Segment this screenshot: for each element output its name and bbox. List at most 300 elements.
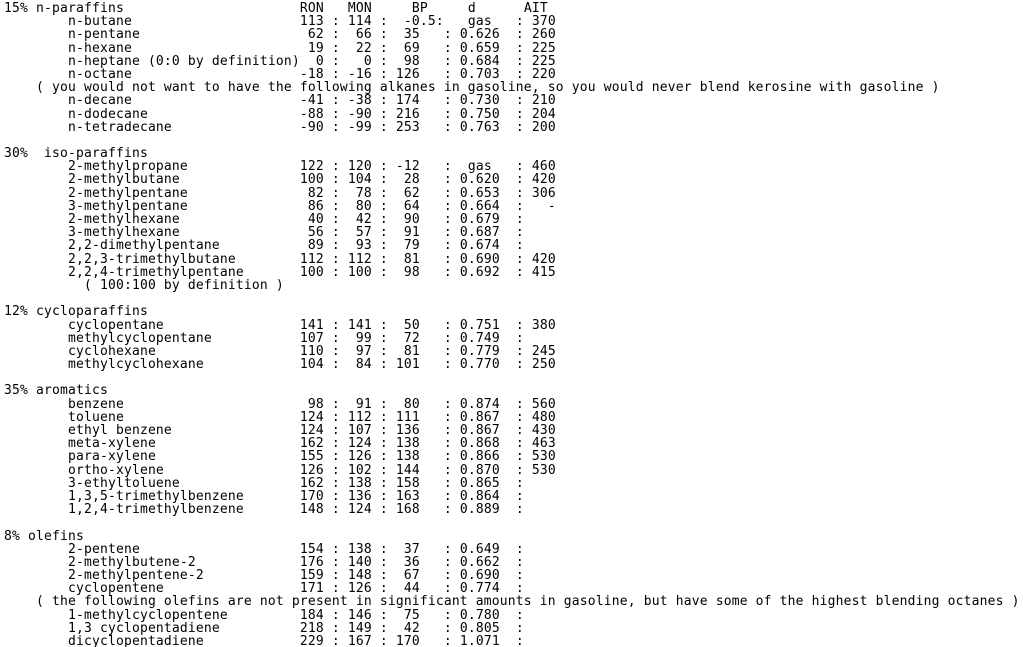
separator: : xyxy=(371,93,396,109)
compound-name: 2,2,3-trimethylbutane xyxy=(4,251,300,267)
bp-value: 28 xyxy=(395,172,420,188)
separator: : xyxy=(499,634,524,647)
compound-name: 2-methylpropane xyxy=(4,159,300,175)
separator: : xyxy=(419,330,460,346)
separator: : xyxy=(323,66,348,82)
separator: : xyxy=(323,607,348,623)
separator: : xyxy=(371,172,396,188)
d-value: gas xyxy=(459,159,500,175)
ron-value: 162 xyxy=(299,436,324,452)
separator: : xyxy=(419,93,460,109)
d-value: 0.866 xyxy=(459,449,500,465)
compound-name: 1,3,5-trimethylbenzene xyxy=(4,488,300,504)
ait-value: 420 xyxy=(531,251,556,267)
d-value: 0.770 xyxy=(459,357,500,373)
separator: : xyxy=(371,198,396,214)
d-value: 0.690 xyxy=(459,251,500,267)
note-row xyxy=(4,279,1023,292)
separator: : xyxy=(499,568,524,584)
ait-value: 204 xyxy=(531,106,556,122)
separator: : xyxy=(323,159,348,175)
mon-value: 102 xyxy=(347,462,372,478)
bp-value: 42 xyxy=(395,620,420,636)
ron-value: 107 xyxy=(299,330,324,346)
mon-value: 138 xyxy=(347,475,372,491)
bp-value: 69 xyxy=(395,40,420,56)
separator: : xyxy=(323,185,348,201)
separator: : xyxy=(371,53,396,69)
mon-value: 93 xyxy=(347,238,372,254)
separator: : xyxy=(323,172,348,188)
d-value: 0.780 xyxy=(459,607,500,623)
bp-value: 81 xyxy=(395,343,420,359)
separator: : xyxy=(323,396,348,412)
note-text: ( 100:100 by definition ) xyxy=(4,277,284,293)
compound-name: 3-ethyltoluene xyxy=(4,475,300,491)
bp-value: 144 xyxy=(395,462,420,478)
separator: : xyxy=(323,409,348,425)
ron-value: 100 xyxy=(299,264,324,280)
table-row xyxy=(4,121,1023,134)
ron-value: 112 xyxy=(299,251,324,267)
separator: : xyxy=(419,423,460,438)
bp-value: 136 xyxy=(395,423,420,438)
mon-value: -99 xyxy=(347,119,372,135)
separator: : xyxy=(323,436,348,452)
separator: : xyxy=(499,119,532,135)
separator: : xyxy=(323,53,348,69)
compound-name: cyclopentane xyxy=(4,317,300,333)
ron-value: 122 xyxy=(299,159,324,175)
separator: : xyxy=(499,357,532,373)
separator: : xyxy=(499,409,532,425)
compound-name: 2-methylbutane xyxy=(4,172,300,188)
separator: : xyxy=(499,212,524,227)
separator: : xyxy=(499,251,532,267)
separator: : xyxy=(371,27,396,43)
ait-value: 420 xyxy=(531,172,556,188)
d-value: 0.865 xyxy=(459,475,500,491)
separator: : xyxy=(419,238,460,254)
separator: : xyxy=(371,330,396,346)
mon-value: 78 xyxy=(347,185,372,201)
d-value: 0.674 xyxy=(459,238,500,254)
mon-value: 66 xyxy=(347,27,372,43)
mon-value: 148 xyxy=(347,568,372,584)
separator: : xyxy=(323,27,348,43)
separator: : xyxy=(371,119,396,135)
mon-value: 149 xyxy=(347,620,372,636)
separator: : xyxy=(371,568,396,584)
separator: : xyxy=(323,330,348,346)
ron-value: 19 xyxy=(299,40,324,56)
separator: : xyxy=(371,475,396,491)
bp-value: 111 xyxy=(395,409,420,425)
section-heading: 35% aromatics xyxy=(4,383,108,399)
mon-value: 57 xyxy=(347,225,372,241)
mon-value: 141 xyxy=(347,317,372,333)
separator: : xyxy=(323,14,348,30)
separator: : xyxy=(499,541,524,557)
mon-value: 100 xyxy=(347,264,372,280)
separator: : xyxy=(371,225,396,241)
separator: : xyxy=(499,502,524,518)
separator: : xyxy=(499,106,532,122)
column-header-ait: AIT xyxy=(475,1,548,16)
separator: : xyxy=(371,40,396,56)
separator: : xyxy=(371,436,396,452)
d-value: 0.703 xyxy=(459,66,500,82)
ron-value: 0 xyxy=(299,53,324,69)
separator: : xyxy=(419,541,460,557)
separator: : xyxy=(371,607,396,623)
ron-value: 148 xyxy=(299,502,324,518)
separator: : xyxy=(419,554,460,570)
section-heading: 15% n-paraffins xyxy=(4,1,300,16)
d-value: 0.867 xyxy=(459,423,500,438)
table-row xyxy=(4,358,1023,371)
ron-value: -18 xyxy=(299,66,324,82)
separator: : xyxy=(371,620,396,636)
column-header-bp: BP xyxy=(371,1,428,16)
compound-name: n-heptane (0:0 by definition) xyxy=(4,53,300,69)
separator: : xyxy=(419,317,460,333)
separator: : xyxy=(499,462,532,478)
ait-value: 260 xyxy=(531,27,556,43)
ron-value: 62 xyxy=(299,27,324,43)
bp-value: -0.5 xyxy=(395,14,436,30)
separator: : xyxy=(419,568,460,584)
d-value: 0.805 xyxy=(459,620,500,636)
bp-value: 75 xyxy=(395,607,420,623)
bp-value: -12 xyxy=(395,159,420,175)
separator: : xyxy=(419,198,460,214)
d-value: 0.774 xyxy=(459,581,500,597)
separator: : xyxy=(323,317,348,333)
mon-value: 112 xyxy=(347,251,372,267)
ron-value: 113 xyxy=(299,14,324,30)
ron-value: 162 xyxy=(299,475,324,491)
ron-value: 82 xyxy=(299,185,324,201)
bp-value: 170 xyxy=(395,634,420,647)
separator: : xyxy=(323,40,348,56)
separator: : xyxy=(499,225,524,241)
separator: : xyxy=(435,14,460,30)
d-value: 0.690 xyxy=(459,568,500,584)
mon-value: 99 xyxy=(347,330,372,346)
compound-name: para-xylene xyxy=(4,449,300,465)
ron-value: 124 xyxy=(299,423,324,438)
separator: : xyxy=(499,620,524,636)
separator: : xyxy=(419,119,460,135)
mon-value: 42 xyxy=(347,212,372,227)
compound-name: benzene xyxy=(4,396,300,412)
separator: : xyxy=(499,449,532,465)
separator: : xyxy=(499,317,532,333)
separator: : xyxy=(499,93,532,109)
separator: : xyxy=(323,634,348,647)
compound-name: methylcyclohexane xyxy=(4,357,300,373)
ron-value: 141 xyxy=(299,317,324,333)
compound-name: cyclohexane xyxy=(4,343,300,359)
ron-value: 40 xyxy=(299,212,324,227)
bp-value: 62 xyxy=(395,185,420,201)
separator: : xyxy=(419,409,460,425)
separator: : xyxy=(371,106,396,122)
d-value: 0.659 xyxy=(459,40,500,56)
d-value: 0.679 xyxy=(459,212,500,227)
compound-name: 2-methylbutene-2 xyxy=(4,554,300,570)
separator: : xyxy=(499,488,524,504)
ron-value: 229 xyxy=(299,634,324,647)
separator: : xyxy=(499,198,532,214)
d-value: 0.867 xyxy=(459,409,500,425)
ait-value: 415 xyxy=(531,264,556,280)
separator: : xyxy=(499,53,532,69)
separator: : xyxy=(371,462,396,478)
separator: : xyxy=(499,423,532,438)
separator: : xyxy=(419,53,460,69)
d-value: 0.870 xyxy=(459,462,500,478)
bp-value: 35 xyxy=(395,27,420,43)
compound-name: n-hexane xyxy=(4,40,300,56)
bp-value: 90 xyxy=(395,212,420,227)
ron-value: 159 xyxy=(299,568,324,584)
compound-name: 2,2-dimethylpentane xyxy=(4,238,300,254)
separator: : xyxy=(419,212,460,227)
bp-value: 98 xyxy=(395,264,420,280)
ait-value: 210 xyxy=(531,93,556,109)
d-value: 0.874 xyxy=(459,396,500,412)
d-value: 0.626 xyxy=(459,27,500,43)
separator: : xyxy=(323,106,348,122)
ait-value: 530 xyxy=(531,449,556,465)
mon-value: 107 xyxy=(347,423,372,438)
section-heading: 12% cycloparaffins xyxy=(4,304,148,320)
d-value: 0.864 xyxy=(459,488,500,504)
separator: : xyxy=(499,185,532,201)
separator: : xyxy=(419,488,460,504)
separator: : xyxy=(419,357,460,373)
separator: : xyxy=(419,185,460,201)
bp-value: 37 xyxy=(395,541,420,557)
d-value: 0.751 xyxy=(459,317,500,333)
column-header-d: d xyxy=(427,1,476,16)
bp-value: 168 xyxy=(395,502,420,518)
mon-value: 124 xyxy=(347,436,372,452)
bp-value: 253 xyxy=(395,119,420,135)
ron-value: 89 xyxy=(299,238,324,254)
compound-name: cyclopentene xyxy=(4,581,300,597)
ait-value: 200 xyxy=(531,119,556,135)
mon-value: -38 xyxy=(347,93,372,109)
compound-name: 2-methylpentene-2 xyxy=(4,568,300,584)
d-value: gas xyxy=(459,14,500,30)
separator: : xyxy=(419,475,460,491)
separator: : xyxy=(371,554,396,570)
separator: : xyxy=(323,343,348,359)
d-value: 0.653 xyxy=(459,185,500,201)
ron-value: 104 xyxy=(299,357,324,373)
ron-value: 110 xyxy=(299,343,324,359)
bp-value: 81 xyxy=(395,251,420,267)
separator: : xyxy=(419,66,460,82)
separator: : xyxy=(419,634,460,647)
d-value: 0.749 xyxy=(459,330,500,346)
separator: : xyxy=(419,343,460,359)
d-value: 0.664 xyxy=(459,198,500,214)
ron-value: 98 xyxy=(299,396,324,412)
mon-value: 104 xyxy=(347,172,372,188)
separator: : xyxy=(419,502,460,518)
bp-value: 158 xyxy=(395,475,420,491)
separator: : xyxy=(371,396,396,412)
mon-value: 84 xyxy=(347,357,372,373)
separator: : xyxy=(499,581,524,597)
separator: : xyxy=(419,106,460,122)
bp-value: 44 xyxy=(395,581,420,597)
ron-value: 56 xyxy=(299,225,324,241)
d-value: 0.889 xyxy=(459,502,500,518)
separator: : xyxy=(371,634,396,647)
separator: : xyxy=(323,119,348,135)
separator: : xyxy=(323,423,348,438)
separator: : xyxy=(419,620,460,636)
ron-value: 126 xyxy=(299,462,324,478)
d-value: 0.750 xyxy=(459,106,500,122)
ron-value: 171 xyxy=(299,581,324,597)
separator: : xyxy=(499,159,532,175)
ait-value: 530 xyxy=(531,462,556,478)
d-value: 1.071 xyxy=(459,634,500,647)
separator: : xyxy=(371,541,396,557)
section-heading: 8% olefins xyxy=(4,528,84,544)
bp-value: 72 xyxy=(395,330,420,346)
mon-value: 140 xyxy=(347,554,372,570)
mon-value: 112 xyxy=(347,409,372,425)
bp-value: 216 xyxy=(395,106,420,122)
mon-value: -90 xyxy=(347,106,372,122)
separator: : xyxy=(419,159,460,175)
separator: : xyxy=(499,607,524,623)
mon-value: 126 xyxy=(347,581,372,597)
separator: : xyxy=(499,66,532,82)
separator: : xyxy=(499,238,524,254)
separator: : xyxy=(323,357,348,373)
separator: : xyxy=(323,541,348,557)
bp-value: 64 xyxy=(395,198,420,214)
separator: : xyxy=(371,343,396,359)
mon-value: 22 xyxy=(347,40,372,56)
separator: : xyxy=(323,475,348,491)
column-header-ron: RON xyxy=(299,1,324,16)
separator: : xyxy=(371,212,396,227)
separator: : xyxy=(499,14,532,30)
bp-value: 50 xyxy=(395,317,420,333)
bp-value: 101 xyxy=(395,357,420,373)
ait-value: 463 xyxy=(531,436,556,452)
compound-name: 1-methylcyclopentene xyxy=(4,607,300,623)
separator: : xyxy=(371,488,396,504)
compound-name: 2,2,4-trimethylpentane xyxy=(4,264,300,280)
compound-name: 1,3 cyclopentadiene xyxy=(4,620,300,636)
d-value: 0.763 xyxy=(459,119,500,135)
separator: : xyxy=(323,568,348,584)
mon-value: 97 xyxy=(347,343,372,359)
compound-name: 3-methylhexane xyxy=(4,225,300,241)
compound-name: n-tetradecane xyxy=(4,119,300,135)
separator: : xyxy=(371,185,396,201)
d-value: 0.687 xyxy=(459,225,500,241)
d-value: 0.620 xyxy=(459,172,500,188)
separator: : xyxy=(323,225,348,241)
ron-value: 176 xyxy=(299,554,324,570)
separator: : xyxy=(499,475,524,491)
blank-line xyxy=(4,371,1023,384)
compound-name: n-decane xyxy=(4,93,300,109)
ron-value: 154 xyxy=(299,541,324,557)
compound-name: 3-methylpentane xyxy=(4,198,300,214)
ron-value: 100 xyxy=(299,172,324,188)
separator: : xyxy=(419,449,460,465)
ron-value: 218 xyxy=(299,620,324,636)
separator: : xyxy=(323,198,348,214)
compound-name: n-butane xyxy=(4,14,300,30)
ron-value: 124 xyxy=(299,409,324,425)
compound-name: ortho-xylene xyxy=(4,462,300,478)
note-text: ( the following olefins are not present in significant amounts in gasoline, but have some of the highest blending octanes ) xyxy=(4,594,1020,610)
separator: : xyxy=(419,40,460,56)
mon-value: 114 xyxy=(347,14,372,30)
separator: : xyxy=(371,357,396,373)
separator: : xyxy=(419,581,460,597)
separator: : xyxy=(499,264,532,280)
compound-name: meta-xylene xyxy=(4,436,300,452)
blank-line xyxy=(4,134,1023,147)
bp-value: 126 xyxy=(395,66,420,82)
compound-name: 2-methylhexane xyxy=(4,212,300,227)
compound-name: 2-methylpentane xyxy=(4,185,300,201)
compound-name: dicyclopentadiene xyxy=(4,634,300,647)
compound-name: n-pentane xyxy=(4,27,300,43)
separator: : xyxy=(323,251,348,267)
separator: : xyxy=(323,212,348,227)
bp-value: 174 xyxy=(395,93,420,109)
separator: : xyxy=(371,502,396,518)
separator: : xyxy=(323,462,348,478)
separator: : xyxy=(323,488,348,504)
separator: : xyxy=(499,330,524,346)
mon-value: 136 xyxy=(347,488,372,504)
ron-value: -88 xyxy=(299,106,324,122)
blank-line xyxy=(4,292,1023,305)
compound-name: toluene xyxy=(4,409,300,425)
mon-value: 91 xyxy=(347,396,372,412)
ron-value: 170 xyxy=(299,488,324,504)
d-value: 0.662 xyxy=(459,554,500,570)
mon-value: 0 xyxy=(347,53,372,69)
bp-value: 163 xyxy=(395,488,420,504)
ait-value: 480 xyxy=(531,409,556,425)
ron-value: 86 xyxy=(299,198,324,214)
separator: : xyxy=(323,581,348,597)
table-row xyxy=(4,635,1023,647)
mon-value: 167 xyxy=(347,634,372,647)
separator: : xyxy=(323,554,348,570)
d-value: 0.730 xyxy=(459,93,500,109)
separator: : xyxy=(499,172,532,188)
bp-value: 67 xyxy=(395,568,420,584)
